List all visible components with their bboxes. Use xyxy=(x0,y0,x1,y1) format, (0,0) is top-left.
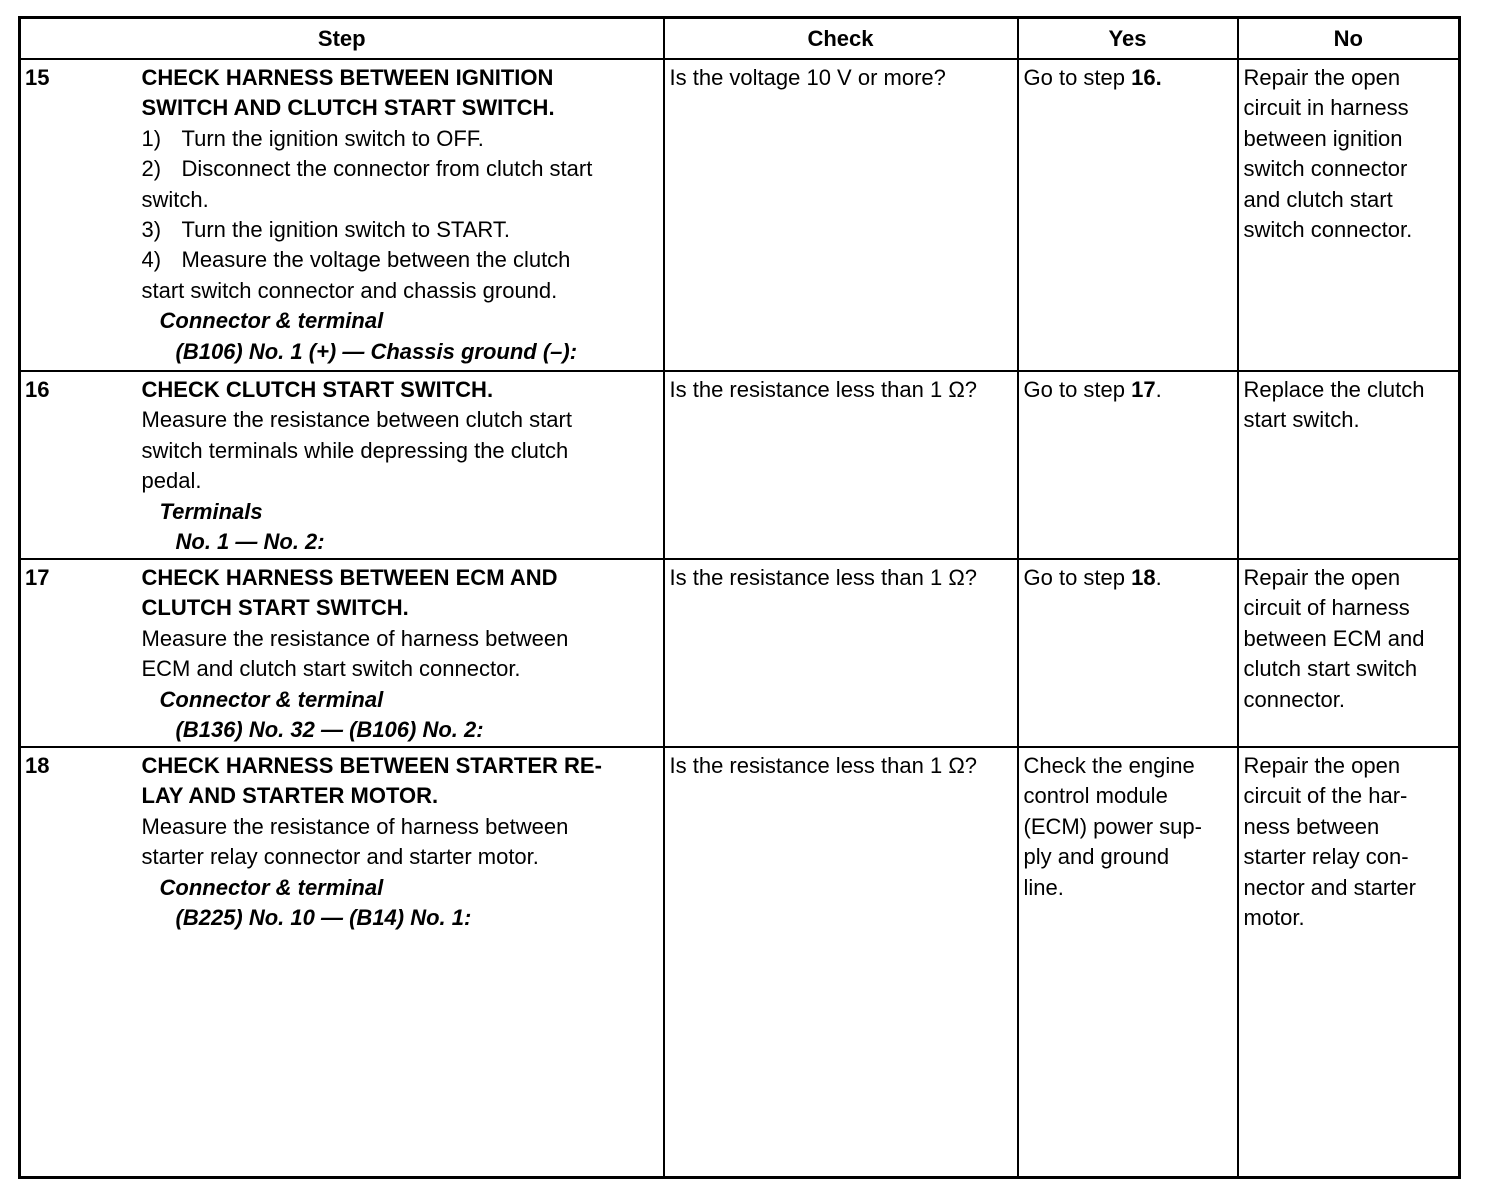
item-number: 4) xyxy=(141,247,162,273)
step-item xyxy=(142,245,659,275)
step-number: 15 xyxy=(20,59,142,371)
no-action xyxy=(1238,747,1460,1178)
yes-line: (ECM) power sup- xyxy=(1023,813,1202,839)
step-body-line: pedal. xyxy=(141,468,202,494)
item-text: Turn the ignition switch to OFF. xyxy=(181,125,484,151)
no-action xyxy=(1238,559,1460,747)
no-line: connector. xyxy=(1243,686,1346,712)
table-row-step-15 xyxy=(20,59,1460,371)
step-body-line: switch terminals while depressing the clutch xyxy=(141,437,569,463)
step-title-line: SWITCH AND CLUTCH START SWITCH. xyxy=(141,95,555,121)
no-line: Repair the open xyxy=(1243,65,1401,90)
header-no: No xyxy=(1238,18,1460,60)
item-text: Measure the voltage between the clutch xyxy=(181,247,571,273)
step-body-line: Measure the resistance of harness between xyxy=(141,625,569,651)
terminal-spec: (B136) No. 32 — (B106) No. 2: xyxy=(175,717,484,743)
step-body-line: Measure the resistance between clutch start xyxy=(141,407,572,433)
terminal-label: Connector & terminal xyxy=(159,874,384,900)
step-number: 17 xyxy=(20,559,142,747)
step-body-line: Measure the resistance of harness between xyxy=(141,813,569,839)
item-text-continued: start switch connector and chassis ground. xyxy=(141,277,558,303)
no-line: circuit in harness xyxy=(1243,95,1409,121)
yes-step-number: 18 xyxy=(1131,565,1156,590)
table-row-step-17 xyxy=(20,559,1460,747)
check-question: Is the voltage 10 V or more? xyxy=(664,59,1018,371)
yes-suffix: . xyxy=(1155,377,1162,402)
terminal-label: Connector & terminal xyxy=(159,308,384,334)
yes-step-number: 17 xyxy=(1131,377,1156,402)
step-item xyxy=(142,215,659,245)
no-line: between ignition xyxy=(1243,125,1403,151)
item-number: 2) xyxy=(141,156,162,182)
step-title-line: CHECK HARNESS BETWEEN STARTER RE- xyxy=(141,753,602,778)
step-title-line: CHECK CLUTCH START SWITCH. xyxy=(141,377,494,402)
diagnostic-table xyxy=(18,16,1461,1179)
yes-step-number: 16. xyxy=(1131,65,1162,90)
no-line: motor. xyxy=(1243,905,1305,931)
yes-action xyxy=(1018,371,1238,559)
yes-prefix: Go to step xyxy=(1023,377,1132,402)
header-check: Check xyxy=(664,18,1018,60)
yes-suffix: . xyxy=(1155,565,1162,590)
no-action xyxy=(1238,59,1460,371)
check-question: Is the resistance less than 1 Ω? xyxy=(664,747,1018,1178)
step-title-line: CHECK HARNESS BETWEEN ECM AND xyxy=(141,565,558,590)
item-number: 3) xyxy=(141,217,162,243)
yes-line: Check the engine xyxy=(1023,753,1195,778)
terminal-label: Terminals xyxy=(159,498,263,524)
no-line: switch connector xyxy=(1243,156,1408,182)
step-number: 18 xyxy=(20,747,142,1178)
header-yes: Yes xyxy=(1018,18,1238,60)
no-action xyxy=(1238,371,1460,559)
no-line: Repair the open xyxy=(1243,565,1401,590)
table-row-step-16 xyxy=(20,371,1460,559)
no-line: nector and starter xyxy=(1243,874,1416,900)
no-line: ness between xyxy=(1243,813,1380,839)
yes-prefix: Go to step xyxy=(1023,565,1132,590)
step-description xyxy=(142,59,664,371)
step-title-line: CHECK HARNESS BETWEEN IGNITION xyxy=(141,65,554,90)
yes-action xyxy=(1018,747,1238,1178)
item-text-continued: switch. xyxy=(141,186,209,212)
yes-action xyxy=(1018,59,1238,371)
step-title-line: LAY AND STARTER MOTOR. xyxy=(141,783,439,809)
item-text: Turn the ignition switch to START. xyxy=(181,217,511,243)
step-item xyxy=(142,154,659,184)
step-description xyxy=(142,747,664,1178)
yes-line: control module xyxy=(1023,783,1168,809)
no-line: and clutch start xyxy=(1243,186,1393,212)
step-title-line: CLUTCH START SWITCH. xyxy=(141,595,409,621)
check-question: Is the resistance less than 1 Ω? xyxy=(664,559,1018,747)
no-line: circuit of the har- xyxy=(1243,783,1408,809)
terminal-spec: No. 1 — No. 2: xyxy=(175,529,325,555)
terminal-label: Connector & terminal xyxy=(159,686,384,712)
yes-line: line. xyxy=(1023,874,1064,900)
step-number: 16 xyxy=(20,371,142,559)
no-line: circuit of harness xyxy=(1243,595,1410,621)
step-body-line: starter relay connector and starter motor. xyxy=(141,844,539,870)
yes-action xyxy=(1018,559,1238,747)
check-question: Is the resistance less than 1 Ω? xyxy=(664,371,1018,559)
step-body-line: ECM and clutch start switch connector. xyxy=(141,656,521,682)
no-line: Replace the clutch xyxy=(1243,377,1425,402)
step-item xyxy=(142,124,659,154)
no-line: clutch start switch xyxy=(1243,656,1418,682)
step-description xyxy=(142,371,664,559)
no-line: between ECM and xyxy=(1243,625,1425,651)
yes-line: ply and ground xyxy=(1023,844,1170,870)
header-step: Step xyxy=(20,18,664,60)
table-row-step-18 xyxy=(20,747,1460,1178)
no-line: start switch. xyxy=(1243,407,1360,433)
terminal-spec: (B225) No. 10 — (B14) No. 1: xyxy=(175,905,472,931)
item-number: 1) xyxy=(141,125,162,151)
item-text: Disconnect the connector from clutch start xyxy=(181,156,593,182)
no-line: switch connector. xyxy=(1243,217,1413,243)
yes-prefix: Go to step xyxy=(1023,65,1132,90)
terminal-spec: (B106) No. 1 (+) — Chassis ground (–): xyxy=(175,338,578,364)
header-row xyxy=(20,18,1460,60)
step-description xyxy=(142,559,664,747)
no-line: Repair the open xyxy=(1243,753,1401,778)
no-line: starter relay con- xyxy=(1243,844,1409,870)
